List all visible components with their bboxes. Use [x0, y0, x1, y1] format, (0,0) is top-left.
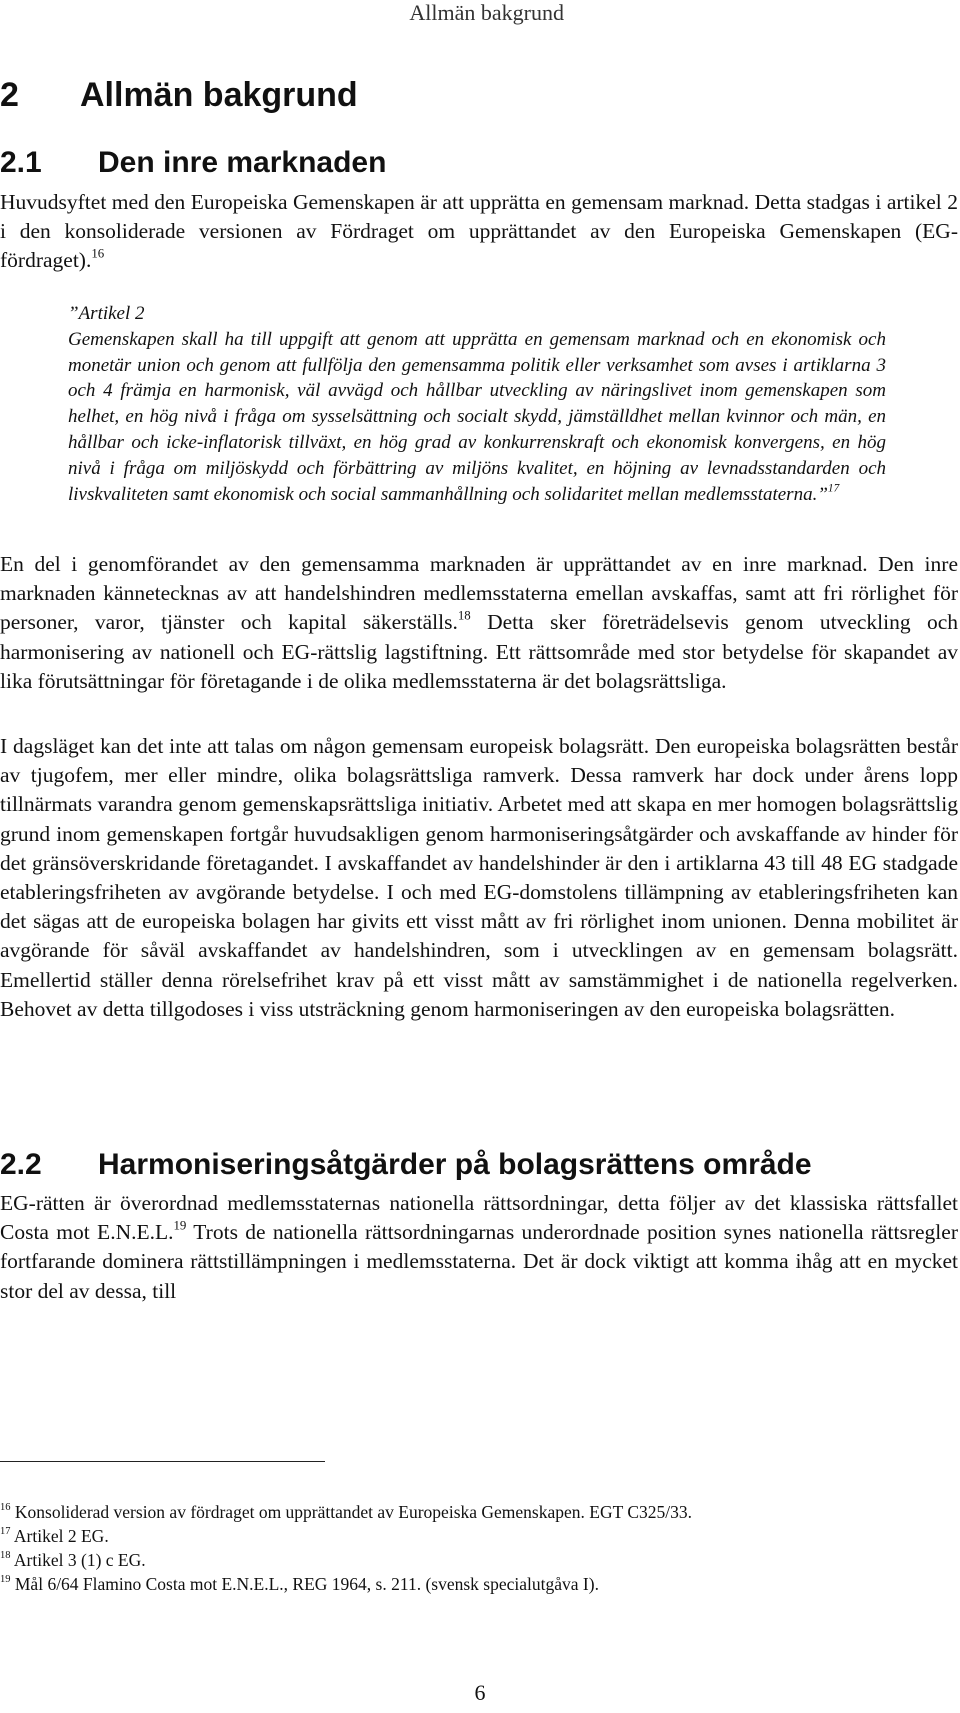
block-quote — [68, 301, 886, 507]
section-title: Den inre marknaden — [98, 146, 387, 179]
paragraph-intro — [0, 188, 958, 276]
section-title: Harmoniseringsåtgärder på bolagsrättens område — [98, 1148, 812, 1181]
section-number: 2.1 — [0, 146, 42, 179]
footnote — [0, 1500, 958, 1524]
footnote — [0, 1572, 958, 1596]
paragraph-text: Trots de nationella rättsordningarnas underordnade position synes nationella rättsregler fortfarande dominera rättstillämpningen i medlemsstaterna. Det är dock viktigt att komma ihåg att en mycket stor del av dessa, till — [0, 1220, 958, 1303]
footnote-text: Mål 6/64 Flamino Costa mot E.N.E.L., REG 1964, s. 211. (svensk specialutgåva I). — [14, 1574, 599, 1594]
footnote — [0, 1548, 958, 1572]
footnote-text: Artikel 3 (1) c EG. — [13, 1550, 146, 1570]
footnote-ref: 17 — [827, 482, 840, 495]
quote-heading: ”Artikel 2 — [68, 303, 145, 324]
footnote-number: 18 — [0, 1550, 11, 1562]
footnote — [0, 1524, 958, 1548]
footnote-ref: 18 — [457, 608, 471, 623]
footnote-ref: 19 — [173, 1218, 187, 1233]
paragraph-text: Detta sker företrädelsevis genom utveckling och harmonisering av nationell och EG-rättslig lagstiftning. Ett rättsområde med stor betydelse för skapandet av lika förutsättningar för företagande i de olika medlemsstaterna är det bolagsrättsliga. — [0, 610, 958, 693]
running-header: Allmän bakgrund — [409, 0, 564, 25]
chapter-heading — [0, 76, 358, 115]
page-number: 6 — [474, 1680, 486, 1705]
footnote-ref: 16 — [91, 246, 105, 261]
paragraph-text: EG-rätten är överordnad medlemsstaternas nationella rättsordningar, detta följer av det klassiska rättsfallet Costa mot E.N.E.L. — [0, 1191, 958, 1245]
footnote-divider — [0, 1461, 325, 1462]
quote-text: Gemenskapen skall ha till uppgift att genom att upprätta en gemensam marknad och en ekonomisk och monetär union och genom att fullfölja den gemensamma politik eller verksamhet som avses i artiklarna 3 och 4 främja en harmonisk, väl avvägd och hållbar utveckling av näringslivet inom gemenskapen som helhet, en hög nivå i fråga om sysselsättning och socialt skydd, jämställdhet mellan kvinnor och män, en hållbar och icke-inflatorisk tillväxt, en hög grad av konkurrenskraft och ekonomisk konvergens, en hög nivå i fråga om miljöskydd och förbättring av miljöns kvalitet, en höjning av levnadsstandarden och livskvaliteten samt ekonomisk och social sammanhållning och solidaritet mellan medlemsstaterna.” — [68, 328, 886, 505]
paragraph-inner-market — [0, 550, 958, 696]
chapter-number: 2 — [0, 76, 19, 114]
quote-body — [68, 327, 886, 508]
footnote-text: Artikel 2 EG. — [13, 1526, 109, 1546]
paragraph-text: En del i genomförandet av den gemensamma marknaden är upprättandet av en inre marknad. Den inre marknaden kännetecknas av att handelshindren medlemsstaterna emellan avskaffas, samt att fri rörlighet för personer, varor, tjänster och kapital säkerställs. — [0, 552, 958, 635]
footnote-number: 17 — [0, 1526, 11, 1538]
section-heading-2-2 — [0, 1148, 812, 1182]
footnote-number: 16 — [0, 1502, 11, 1514]
paragraph-text: Huvudsyftet med den Europeiska Gemenskapen är att upprätta en gemensam marknad. Detta stadgas i artikel 2 i den konsoliderade versionen av Fördraget om upprättandet av den Europeiska Gemenskapen (EG-fördraget). — [0, 190, 958, 273]
chapter-title: Allmän bakgrund — [80, 76, 358, 114]
footnote-number: 19 — [0, 1574, 11, 1586]
paragraph-ec-law — [0, 1189, 958, 1306]
footnote-text: Konsoliderad version av fördraget om upprättandet av Europeiska Gemenskapen. EGT C325/33. — [14, 1502, 693, 1522]
section-number: 2.2 — [0, 1148, 42, 1181]
paragraph-text: I dagsläget kan det inte att talas om någon gemensam europeisk bolagsrätt. Den europeiska bolagsrätten består av tjugofem, mer eller mindre, olika bolagsrättsliga ramverk. Dessa ramverk har dock under årens lopp tillnärmats varandra genom gemenskapsrättsliga initiativ. Arbetet med att skapa en mer homogen bolagsrättslig grund inom gemenskapen fortgår huvudsakligen genom harmoniseringsåtgärder och avskaffande av hinder för det gränsöverskridande företagandet. I avskaffandet av handelshinder är den i artiklarna 43 till 48 EG stadgade etableringsfriheten av avgörande betydelse. I och med EG-domstolens tillämpning av etableringsfriheten kan det sägas att de europeiska bolagen har givits ett visst mått av fri rörlighet inom unionen. Denna mobilitet är avgörande för såväl avskaffandet av handelshindren, som i utvecklingen av en gemensam bolagsrätt. Emellertid ställer denna rörelsefrihet krav på ett visst mått av samstämmighet i de nationella regelverken. Behovet av detta tillgodoses i viss utsträckning genom harmoniseringen av den europeiska bolagsrätten. — [0, 734, 958, 1021]
footnotes — [0, 1500, 958, 1596]
section-heading-2-1 — [0, 146, 386, 180]
paragraph-company-law — [0, 732, 958, 1024]
